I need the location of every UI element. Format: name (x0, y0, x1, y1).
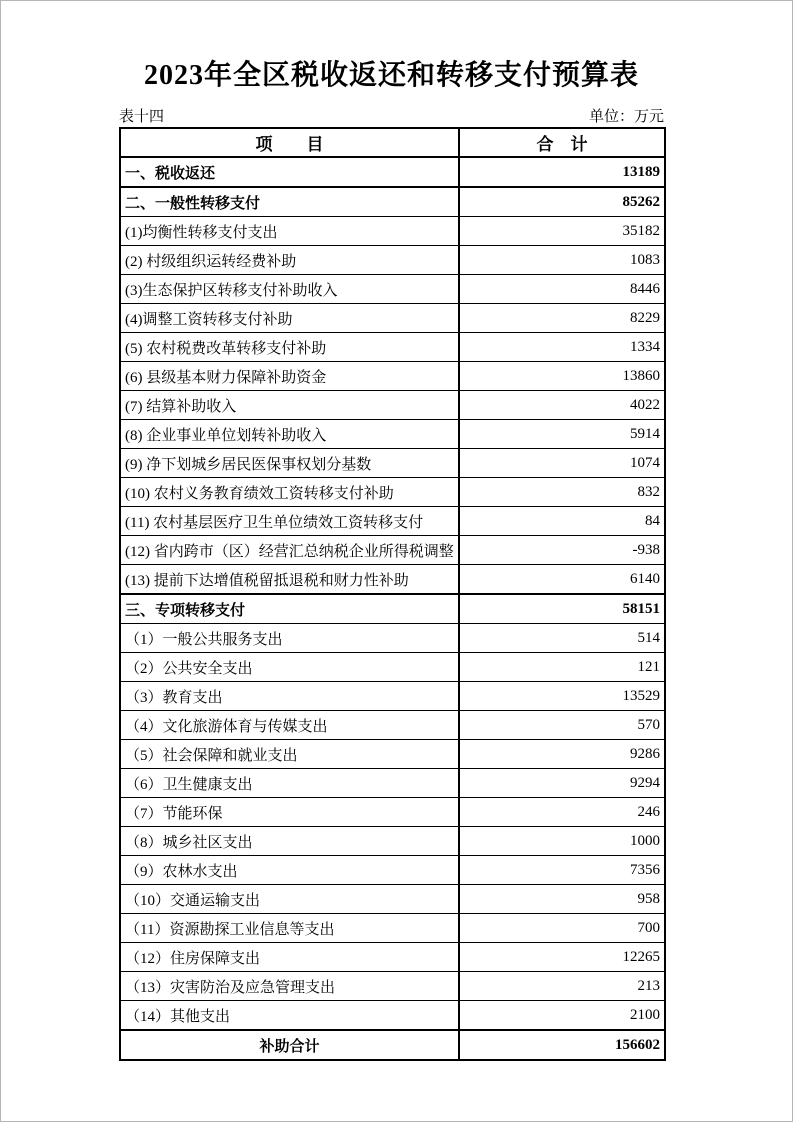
row-label: （3）教育支出 (120, 682, 459, 711)
row-label: (9) 净下划城乡居民医保事权划分基数 (120, 449, 459, 478)
row-value: 514 (459, 624, 665, 653)
table-row (120, 624, 665, 653)
row-value: 58151 (459, 594, 665, 624)
table-row (120, 682, 665, 711)
row-value: 1083 (459, 246, 665, 275)
table-row (120, 362, 665, 391)
table-row (120, 536, 665, 565)
row-value: 213 (459, 972, 665, 1001)
row-value: 1074 (459, 449, 665, 478)
row-value: 9294 (459, 769, 665, 798)
row-label: (11) 农村基层医疗卫生单位绩效工资转移支付 (120, 507, 459, 536)
row-label: （14）其他支出 (120, 1001, 459, 1031)
table-row (120, 740, 665, 769)
table-row (120, 333, 665, 362)
row-label: （12）住房保障支出 (120, 943, 459, 972)
row-value: 8446 (459, 275, 665, 304)
table-row (120, 885, 665, 914)
row-value: -938 (459, 536, 665, 565)
row-value: 6140 (459, 565, 665, 595)
row-label: (10) 农村义务教育绩效工资转移支付补助 (120, 478, 459, 507)
row-label: (7) 结算补助收入 (120, 391, 459, 420)
table-row (120, 856, 665, 885)
row-label: (6) 县级基本财力保障补助资金 (120, 362, 459, 391)
total-label: 补助合计 (120, 1030, 459, 1060)
row-value: 958 (459, 885, 665, 914)
table-row (120, 217, 665, 246)
table-row (120, 1001, 665, 1031)
table-row (120, 653, 665, 682)
col-header-total: 合 计 (459, 128, 665, 157)
row-label: （4）文化旅游体育与传媒支出 (120, 711, 459, 740)
document-content (119, 53, 664, 1061)
table-row (120, 275, 665, 304)
table-row (120, 507, 665, 536)
table-row (120, 449, 665, 478)
table-row (120, 478, 665, 507)
table-row (120, 187, 665, 217)
row-label: （1）一般公共服务支出 (120, 624, 459, 653)
table-row (120, 594, 665, 624)
row-label: (12) 省内跨市（区）经营汇总纳税企业所得税调整 (120, 536, 459, 565)
table-row (120, 914, 665, 943)
table-total-row (120, 1030, 665, 1060)
row-value: 246 (459, 798, 665, 827)
row-value: 2100 (459, 1001, 665, 1031)
row-label: （8）城乡社区支出 (120, 827, 459, 856)
row-value: 7356 (459, 856, 665, 885)
row-label: （9）农林水支出 (120, 856, 459, 885)
table-row (120, 827, 665, 856)
table-row (120, 769, 665, 798)
row-label: （11）资源勘探工业信息等支出 (120, 914, 459, 943)
table-row (120, 304, 665, 333)
table-row (120, 246, 665, 275)
row-label: （13）灾害防治及应急管理支出 (120, 972, 459, 1001)
row-label: （6）卫生健康支出 (120, 769, 459, 798)
table-row (120, 972, 665, 1001)
row-label: (3)生态保护区转移支付补助收入 (120, 275, 459, 304)
row-value: 13189 (459, 157, 665, 187)
row-value: 1000 (459, 827, 665, 856)
row-value: 832 (459, 478, 665, 507)
row-value: 700 (459, 914, 665, 943)
row-label: 三、专项转移支付 (120, 594, 459, 624)
budget-table (119, 127, 666, 1061)
row-value: 9286 (459, 740, 665, 769)
row-label: 一、税收返还 (120, 157, 459, 187)
row-label: （10）交通运输支出 (120, 885, 459, 914)
table-row (120, 798, 665, 827)
meta-line (119, 105, 664, 126)
page-title: 2023年全区税收返还和转移支付预算表 (143, 60, 639, 91)
row-value: 570 (459, 711, 665, 740)
row-label: (1)均衡性转移支付支出 (120, 217, 459, 246)
table-row (120, 157, 665, 187)
total-value: 156602 (459, 1030, 665, 1060)
row-value: 85262 (459, 187, 665, 217)
row-label: (13) 提前下达增值税留抵退税和财力性补助 (120, 565, 459, 595)
row-label: （5）社会保障和就业支出 (120, 740, 459, 769)
row-value: 8229 (459, 304, 665, 333)
table-row (120, 420, 665, 449)
table-row (120, 943, 665, 972)
row-value: 4022 (459, 391, 665, 420)
table-row (120, 711, 665, 740)
row-label: (8) 企业事业单位划转补助收入 (120, 420, 459, 449)
row-label: （7）节能环保 (120, 798, 459, 827)
row-label: 二、一般性转移支付 (120, 187, 459, 217)
row-label: (2) 村级组织运转经费补助 (120, 246, 459, 275)
row-label: （2）公共安全支出 (120, 653, 459, 682)
row-value: 121 (459, 653, 665, 682)
table-number-label: 表十四 (119, 109, 165, 125)
row-value: 1334 (459, 333, 665, 362)
row-label: (5) 农村税费改革转移支付补助 (120, 333, 459, 362)
row-value: 84 (459, 507, 665, 536)
row-value: 13860 (459, 362, 665, 391)
table-row (120, 565, 665, 595)
table-row (120, 391, 665, 420)
row-value: 35182 (459, 217, 665, 246)
header-row (120, 128, 665, 157)
unit-label: 单位：万元 (588, 109, 664, 125)
row-value: 5914 (459, 420, 665, 449)
row-label: (4)调整工资转移支付补助 (120, 304, 459, 333)
col-header-item: 项 目 (120, 128, 459, 157)
row-value: 12265 (459, 943, 665, 972)
row-value: 13529 (459, 682, 665, 711)
